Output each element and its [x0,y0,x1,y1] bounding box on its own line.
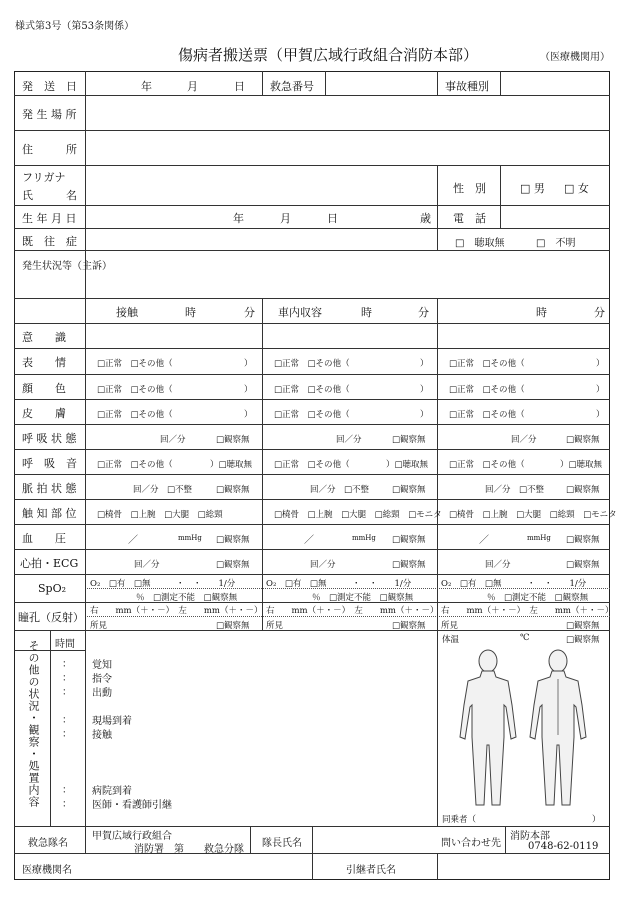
time-colon: ： [62,785,72,796]
heart-rate: 回／分 [134,560,160,570]
incident-location-label: 発 生 場 所 [22,108,77,121]
form-note: （医療機関用） [540,52,610,63]
not-observed-checkbox[interactable]: □観察無 [216,621,250,631]
skin-option[interactable]: □正常 □その他（ [449,410,525,420]
findings-label: 所見 [441,621,459,631]
bp-unit: mmHg [352,534,376,542]
furigana-label: フリガナ [22,171,66,184]
expression-label: 表 情 [22,356,66,369]
event-genba-tochaku: 現場到着 [92,716,132,727]
not-observed-checkbox[interactable]: □観察無 [566,635,600,645]
contact-time-label: 接触 [116,306,138,319]
paren: ） [420,410,429,420]
time-colon: ： [62,715,72,726]
birth-year: 年 [233,212,244,225]
complexion-option[interactable]: □正常 □その他（ [449,385,525,395]
bp-unit: mmHg [178,534,202,542]
male-checkbox[interactable]: □ 男 [520,182,545,195]
organization-name: 甲賀広域行政組合 [92,831,172,842]
heart-rate: 回／分 [310,560,336,570]
paren: ） [592,815,601,825]
emergency-number-label: 救急番号 [270,80,314,93]
history-unknown-checkbox[interactable]: □ 不明 [536,238,576,249]
date-year: 年 [141,80,152,93]
resp-rate: 回／分 [336,435,362,445]
not-heard-checkbox[interactable]: ）□聴取無 [560,460,603,470]
age-unit: 歳 [420,212,431,225]
form-number: 様式第3号（第53条関係） [15,21,135,32]
pulse-irregular[interactable]: 回／分 □不整 [485,485,545,495]
ambulance-team-label: 救急隊名 [28,838,68,849]
contact-phone: 0748-62-0119 [528,841,599,852]
time-colon: ： [62,799,72,810]
not-observed-checkbox[interactable]: □観察無 [392,535,426,545]
blood-pressure-label: 血 圧 [22,532,66,545]
date-month: 月 [187,80,198,93]
sex-label: 性 別 [453,182,486,195]
contact-minute: 分 [244,306,255,319]
paren: ） [420,359,429,369]
female-checkbox[interactable]: □ 女 [564,182,589,195]
other-section-label: その他の状況・観察・処置内容 [27,640,40,808]
expression-option[interactable]: □正常 □その他（ [274,359,350,369]
breath-sound-option[interactable]: □正常 □その他（ [97,460,173,470]
not-observed-checkbox[interactable]: □観察無 [566,485,600,495]
oxygen-options[interactable]: O₂ □有 □無 ・ ・ 1/分 [441,579,587,589]
captain-name-label: 隊長氏名 [262,838,302,849]
not-observed-checkbox[interactable]: □観察無 [566,560,600,570]
oxygen-options[interactable]: O₂ □有 □無 ・ ・ 1/分 [266,579,412,589]
not-observed-checkbox[interactable]: □観察無 [392,560,426,570]
event-shutsudo: 出動 [92,688,112,699]
pulse-site-options[interactable]: □橈骨 □上腕 □大腿 □総頸 [97,510,223,520]
spo2-options[interactable]: ％ □測定不能 □観察無 [312,593,414,603]
paren: ） [244,385,253,395]
findings-label: 所見 [266,621,284,631]
complexion-option[interactable]: □正常 □その他（ [274,385,350,395]
birth-day: 日 [327,212,338,225]
medical-history-label: 既 往 症 [22,235,77,248]
pupil-options[interactable]: 右 mm（＋・－） 左 mm（＋・－） [441,606,614,616]
event-byoin-tochaku: 病院到着 [92,786,132,797]
pulse-site-label: 触 知 部 位 [22,507,77,520]
body-diagram[interactable] [446,645,606,815]
paren: ） [596,385,605,395]
bp-slash: ／ [304,535,314,546]
skin-label: 皮 膚 [22,407,66,420]
date-day: 日 [234,80,245,93]
complexion-option[interactable]: □正常 □その他（ [97,385,173,395]
temperature-unit: ℃ [520,633,530,643]
page-title: 傷病者搬送票（甲賀広域行政組合消防本部） [178,46,479,64]
not-observed-checkbox[interactable]: □観察無 [216,485,250,495]
resp-rate: 回／分 [511,435,537,445]
findings-label: 所見 [90,621,108,631]
not-observed-checkbox[interactable]: □観察無 [566,621,600,631]
bp-unit: mmHg [527,534,551,542]
not-observed-checkbox[interactable]: □観察無 [392,621,426,631]
companion-label: 同乗者（ [442,815,477,825]
not-observed-checkbox[interactable]: □観察無 [216,560,250,570]
situation-label: 発生状況等（主訴） [22,261,112,272]
pulse-site-options[interactable]: □橈骨 □上腕 □大腿 □総頸 □モニタ [449,510,617,520]
spo2-label: SpO₂ [38,582,67,595]
heart-ecg-label: 心拍・ECG [20,557,79,570]
spo2-options[interactable]: ％ □測定不能 □観察無 [136,593,238,603]
breathing-state-label: 呼 吸 状 態 [22,432,77,445]
in-car-minute: 分 [418,306,429,319]
contact-hour: 時 [185,306,196,319]
time-colon: ： [62,673,72,684]
bp-slash: ／ [128,535,138,546]
contact-label: 問い合わせ先 [441,838,501,849]
paren: ） [244,410,253,420]
paren: ） [420,385,429,395]
fire-hq-label: 消防本部 [510,831,550,842]
third-minute: 分 [594,306,605,319]
third-hour: 時 [536,306,547,319]
spo2-options[interactable]: ％ □測定不能 □観察無 [487,593,589,603]
oxygen-options[interactable]: O₂ □有 □無 ・ ・ 1/分 [90,579,236,589]
not-observed-checkbox[interactable]: □観察無 [566,435,600,445]
bp-slash: ／ [479,535,489,546]
not-observed-checkbox[interactable]: □観察無 [566,535,600,545]
event-hikitsugi: 医師・看護師引継 [92,800,172,811]
breath-sound-label: 呼 吸 音 [22,457,77,470]
pulse-irregular[interactable]: 回／分 □不整 [133,485,193,495]
paren: ） [244,359,253,369]
event-shirei: 指令 [92,674,112,685]
time-header: 時間 [55,639,75,650]
fire-station-unit: 消防署 第 救急分隊 [134,844,244,855]
not-heard-checkbox[interactable]: ）□聴取無 [210,460,253,470]
event-sesshoku: 接触 [92,730,112,741]
temperature-label: 体温 [442,635,460,645]
not-heard-checkbox[interactable]: ）□聴取無 [386,460,429,470]
phone-label: 電 話 [453,212,486,225]
hospital-name-label: 医療機関名 [22,865,72,876]
paren: ） [596,359,605,369]
body-front-icon [460,650,516,805]
birthdate-label: 生 年 月 日 [22,212,77,225]
pulse-irregular[interactable]: 回／分 □不整 [310,485,370,495]
skin-option[interactable]: □正常 □その他（ [274,410,350,420]
not-observed-checkbox[interactable]: □観察無 [392,485,426,495]
address-label: 住 所 [22,143,77,156]
date-label: 発 送 日 [22,80,77,93]
pupil-options[interactable]: 右 mm（＋・－） 左 mm（＋・－） [90,606,263,616]
pupil-label: 瞳孔（反射） [18,611,84,624]
breath-sound-option[interactable]: □正常 □その他（ [274,460,350,470]
pulse-state-label: 脈 拍 状 態 [22,482,77,495]
handover-name-label: 引継者氏名 [346,865,396,876]
not-observed-checkbox[interactable]: □観察無 [392,435,426,445]
consciousness-label: 意 識 [22,331,66,344]
in-car-hour: 時 [361,306,372,319]
paren: ） [596,410,605,420]
time-colon: ： [62,659,72,670]
pupil-options[interactable]: 右 mm（＋・－） 左 mm（＋・－） [266,606,439,616]
time-colon: ： [62,729,72,740]
expression-option[interactable]: □正常 □その他（ [97,359,173,369]
not-observed-checkbox[interactable]: □観察無 [216,435,250,445]
in-car-time-label: 車内収容 [278,306,322,319]
complexion-label: 顔 色 [22,382,66,395]
body-back-icon [530,650,586,805]
name-label: 氏 名 [22,189,77,202]
incident-type-label: 事故種別 [445,80,489,93]
event-kakuchi: 覚知 [92,660,112,671]
pulse-site-options[interactable]: □橈骨 □上腕 □大腿 □総頸 □モニタ [274,510,442,520]
not-observed-checkbox[interactable]: □観察無 [216,535,250,545]
resp-rate: 回／分 [160,435,186,445]
history-not-heard-checkbox[interactable]: □ 聴取無 [455,238,505,249]
breath-sound-option[interactable]: □正常 □その他（ [449,460,525,470]
expression-option[interactable]: □正常 □その他（ [449,359,525,369]
skin-option[interactable]: □正常 □その他（ [97,410,173,420]
birth-month: 月 [280,212,291,225]
time-colon: ： [62,687,72,698]
heart-rate: 回／分 [485,560,511,570]
